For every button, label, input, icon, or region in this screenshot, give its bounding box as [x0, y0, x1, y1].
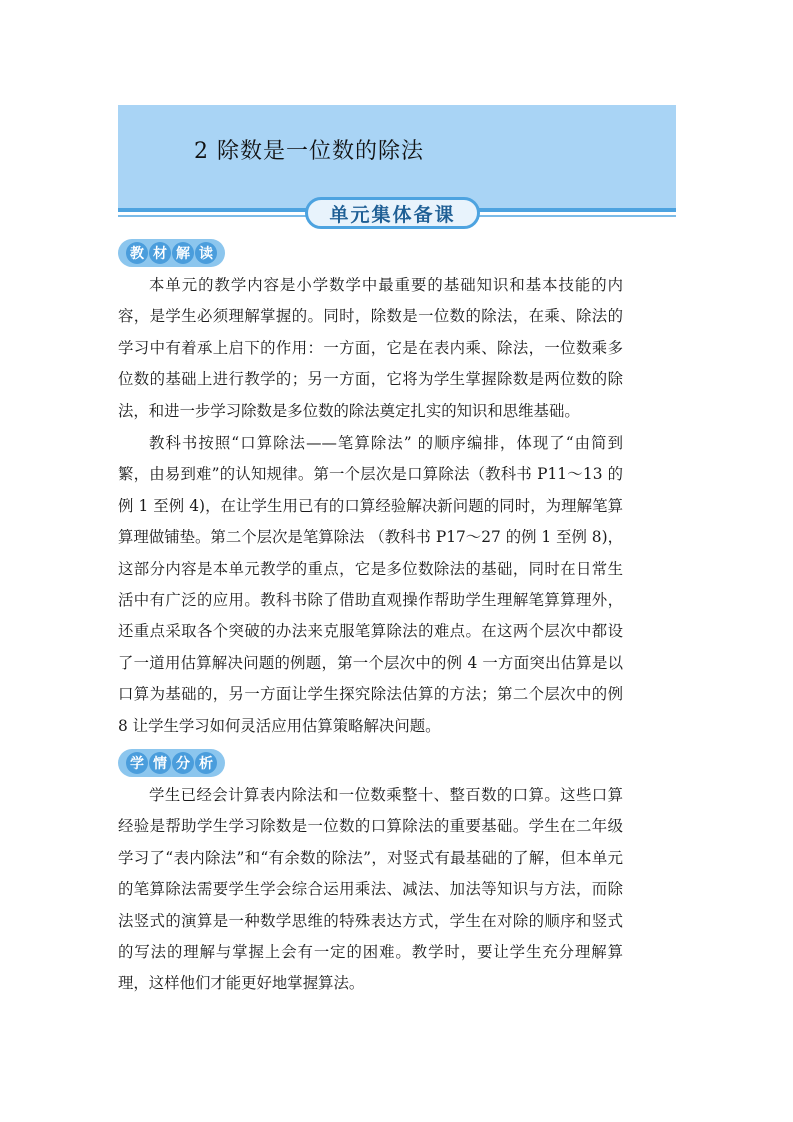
section-tag-textbook-reading	[118, 239, 225, 267]
tag-char: 情	[149, 752, 171, 774]
paragraph: 本单元的教学内容是小学数学中最重要的基础知识和基本技能的内容，是学生必须理解掌握的。同时，除数是一位数的除法，在乘、除法的学习中有着承上启下的作用：一方面，它是在表内乘、除法，一位数乘多位数的基础上进行教学的；另一方面，它将为学生掌握除数是两位数的除法，和进一步学习除数是多位数的除法奠定扎实的知识和思维基础。	[118, 276, 623, 420]
tag-char: 析	[195, 752, 217, 774]
section-tag-student-analysis	[118, 749, 225, 777]
tag-char: 材	[149, 242, 171, 264]
chapter-title: 2 除数是一位数的除法	[194, 139, 424, 164]
paragraph: 教科书按照“口算除法——笔算除法” 的顺序编排，体现了“由简到繁，由易到难”的认知规律。第一个层次是口算除法（教科书 P11～13 的例 1 至例 4)，在让学生用已有的口算经验解决新问题的同时，为理解笔算算理做铺垫。第二个层次是笔算除法 （教科书 P17～27 的例 1 至例 8)，这部分内容是本单元教学的重点，它是多位数除法的基础，同时在日常生活中有广泛的应用。教科书除了借助直观操作帮助学生理解笔算算理外，还重点采取各个突破的办法来克服笔算除法的难点。在这两个层次中都设了一道用估算解决问题的例题，第一个层次中的例 4 一方面突出估算是以口算为基础的，另一方面让学生探究除法估算的方法；第二个层次中的例 8 让学生学习如何灵活应用估算策略解决问题。	[118, 434, 623, 735]
tag-char: 读	[195, 242, 217, 264]
tag-char: 学	[126, 752, 148, 774]
tag-char: 分	[172, 752, 194, 774]
tag-char: 教	[126, 242, 148, 264]
tag-char: 解	[172, 242, 194, 264]
paragraph: 学生已经会计算表内除法和一位数乘整十、整百数的口算。这些口算经验是帮助学生学习除数是一位数的口算除法的重要基础。学生在二年级学习了“表内除法”和“有余数的除法”，对竖式有最基础的了解，但本单元的笔算除法需要学生学会综合运用乘法、减法、加法等知识与方法，而除法竖式的演算是一种数学思维的特殊表达方式，学生在对除的顺序和竖式的写法的理解与掌握上会有一定的困难。教学时，要让学生充分理解算理，这样他们才能更好地掌握算法。	[118, 786, 623, 993]
unit-badge: 单元集体备课	[305, 197, 480, 229]
